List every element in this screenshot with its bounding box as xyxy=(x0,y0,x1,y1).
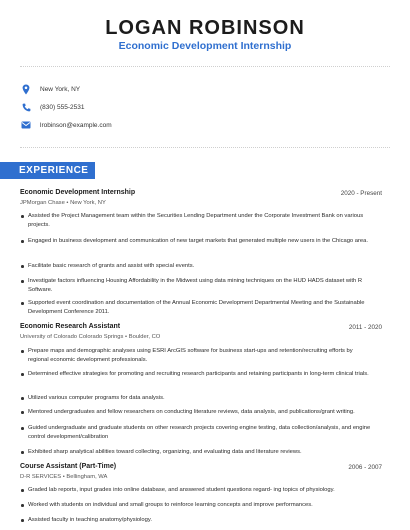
job-dates: 2011 - 2020 xyxy=(348,324,382,331)
location-pin-icon xyxy=(20,83,32,95)
job-dates: 2020 - Present xyxy=(340,190,382,197)
contact-phone xyxy=(20,100,84,114)
org-location: New York, NY xyxy=(70,200,106,206)
list-item: Graded lab reports, input grades into online database, and answered student questions regard- ing topics of physiology. xyxy=(28,486,373,495)
org-name: JPMorgan Chase xyxy=(20,200,65,206)
section-heading-experience: EXPERIENCE xyxy=(0,162,95,179)
location-text: New York, NY xyxy=(40,85,81,93)
list-item: Supported event coordination and documentation of the Annual Economic Development Departmental Meeting and the Sustainable Development Conference 2011. xyxy=(28,299,373,316)
list-item: Mentored undergraduates and fellow researchers on conducting literature reviews, data analysis, and publications/grant writing. xyxy=(28,408,373,417)
email-icon xyxy=(20,119,32,131)
job-title: Economic Development Internship xyxy=(20,189,136,196)
list-item: Guided undergraduate and graduate students on other research projects covering engine testing, data collection/analysis, and engine control development/calibration xyxy=(28,424,373,441)
job-organization: JPMorgan Chase • New York, NY xyxy=(20,200,106,206)
phone-icon xyxy=(20,101,32,113)
list-item: Investigate factors influencing Housing Affordability in the Midwest using data mining techniques on the HUD HADS dataset with R Software. xyxy=(28,277,373,294)
job-target-title: Economic Development Internship xyxy=(118,40,292,52)
org-name: D-R SERVICES xyxy=(20,474,62,480)
org-location: Bellingham, WA xyxy=(66,474,108,480)
job-organization: University of Colorado Colorado Springs • Boulder, CO xyxy=(20,334,161,340)
org-name: University of Colorado Colorado Springs xyxy=(20,334,124,340)
list-item: Facilitate basic research of grants and assist with special events. xyxy=(28,262,373,271)
email-text: lrobinson@example.com xyxy=(40,121,112,129)
list-item: Utilized various computer programs for data analysis. xyxy=(28,394,373,403)
list-item: Exhibited sharp analytical abilities toward collecting, organizing, and evaluating data and literature reviews. xyxy=(28,448,373,457)
job-organization: D-R SERVICES • Bellingham, WA xyxy=(20,474,108,480)
list-item: Assisted faculty in teaching anatomy/physiology. xyxy=(28,516,373,525)
list-item: Determined effective strategies for promoting and recruiting research participants and retaining participants in long-term clinical trials. xyxy=(28,370,373,379)
job-dates: 2006 - 2007 xyxy=(348,464,382,471)
divider xyxy=(20,66,390,67)
divider xyxy=(20,147,390,148)
list-item: Prepare maps and demographic analyses using ESRI ArcGIS software for business start-ups and retention/recruiting efforts by regional economic development professionals. xyxy=(28,347,373,364)
phone-text: (830) 555-2531 xyxy=(40,103,85,111)
job-title: Economic Research Assistant xyxy=(20,323,121,330)
list-item: Assisted the Project Management team within the Securities Lending Department under the Corporate Investment Bank on various projects. xyxy=(28,212,373,229)
list-item: Engaged in business development and communication of new target markets that generated multiple new users in the Chicago area. xyxy=(28,237,373,246)
list-item: Worked with students on individual and small groups to reinforce learning concepts and improve performances. xyxy=(28,501,373,510)
contact-location xyxy=(20,82,80,96)
candidate-name: LOGAN ROBINSON xyxy=(105,17,305,39)
org-location: Boulder, CO xyxy=(128,334,161,340)
contact-email xyxy=(20,118,112,132)
job-title: Course Assistant (Part-Time) xyxy=(20,463,117,470)
